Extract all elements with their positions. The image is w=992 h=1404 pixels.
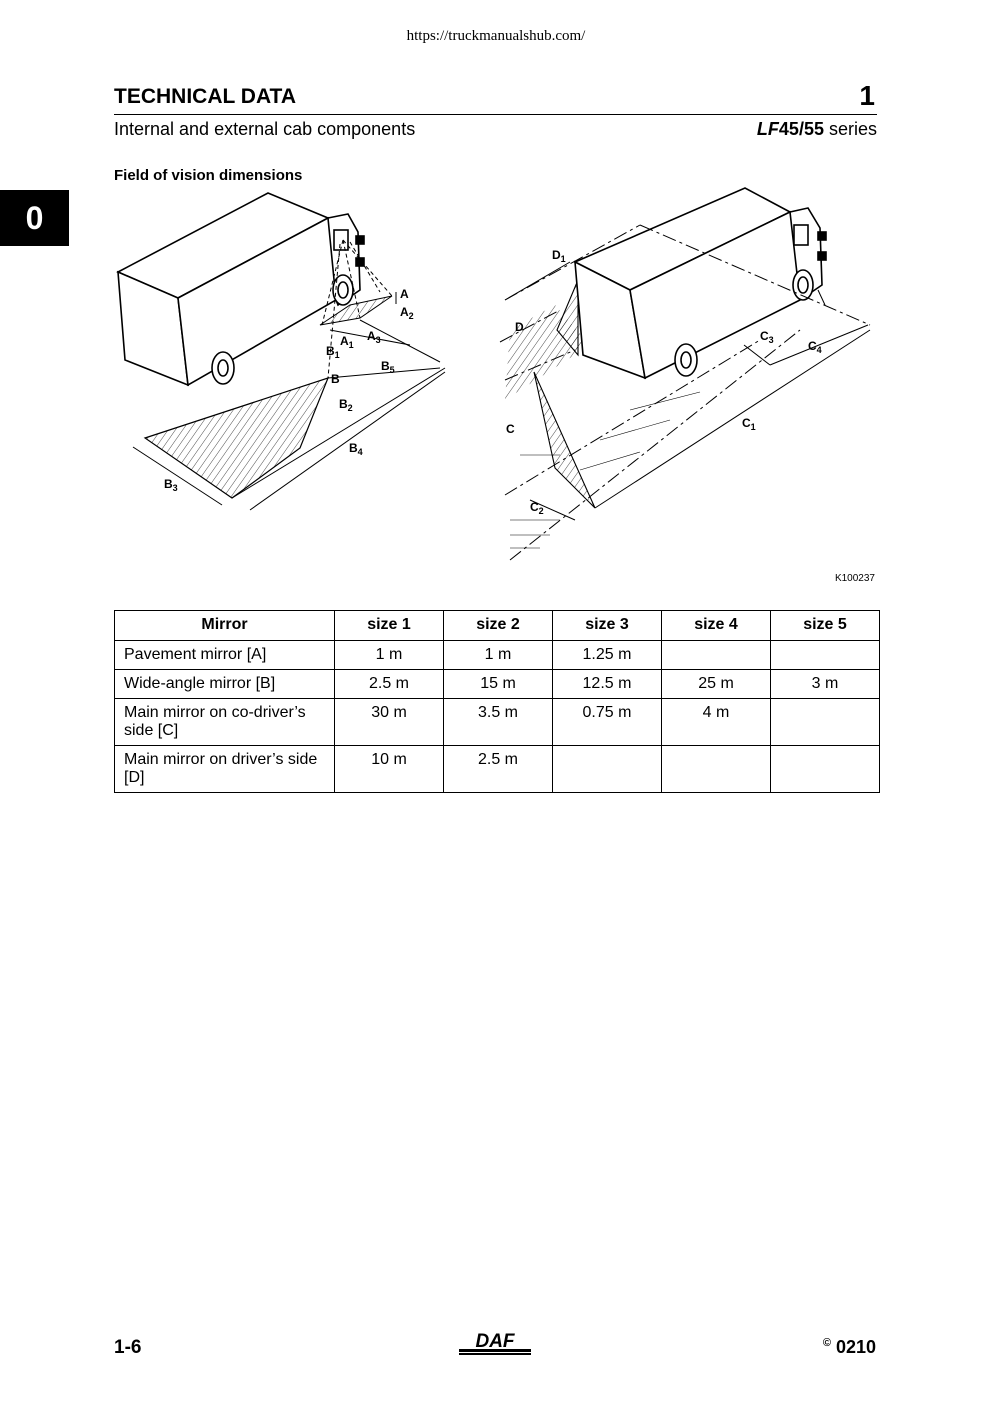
table-cell (771, 699, 880, 746)
table-cell (553, 746, 662, 793)
table-cell: 2.5 m (335, 670, 444, 699)
label-A1: $A_1$ (340, 334, 354, 350)
table-cell: 12.5 m (553, 670, 662, 699)
section-title: Field of vision dimensions (114, 167, 303, 184)
doc-code: 0210 (835, 1337, 876, 1357)
mirror-name: Main mirror on co-driver’s side [C] (115, 699, 335, 746)
label-B2: $B_2$ (339, 397, 353, 413)
series-word: series (828, 119, 877, 139)
table-cell (662, 641, 771, 670)
right-truck-drawing (500, 188, 870, 560)
table-cell (662, 746, 771, 793)
header-size-1: size 1 (335, 611, 444, 641)
table-header-row (115, 611, 880, 641)
label-B4: $B_4$ (349, 441, 363, 457)
table-cell: 3.5 m (444, 699, 553, 746)
table-cell: 15 m (444, 670, 553, 699)
header-size-2: size 2 (444, 611, 553, 641)
header-size-3: size 3 (553, 611, 662, 641)
header-rule (114, 114, 877, 115)
table-row (115, 746, 880, 793)
label-B1: $B_1$ (326, 344, 340, 360)
field-of-vision-diagram (100, 180, 890, 575)
chapter-number: 1 (859, 80, 875, 111)
series-model: LF (756, 119, 779, 139)
logo-text: DAF (475, 1332, 515, 1352)
label-D: D (515, 320, 524, 334)
left-truck-drawing (118, 193, 445, 510)
table-cell: 10 m (335, 746, 444, 793)
label-A: A (400, 287, 409, 301)
daf-logo (459, 1332, 531, 1356)
table-cell: 3 m (771, 670, 880, 699)
table-cell: 1.25 m (553, 641, 662, 670)
page-number: 1-6 (114, 1337, 142, 1358)
label-D1: $D_1$ (552, 248, 566, 264)
table-cell: 1 m (335, 641, 444, 670)
label-C2: $C_2$ (530, 500, 544, 516)
page-title: TECHNICAL DATA (114, 85, 296, 108)
chapter-side-tab: 0 (0, 190, 69, 246)
label-B5: $B_5$ (381, 359, 395, 375)
mirror-name: Pavement mirror [A] (115, 641, 335, 670)
header-mirror: Mirror (115, 611, 335, 641)
table-row (115, 699, 880, 746)
figure-code: K100237 (834, 573, 875, 584)
table-cell: 2.5 m (444, 746, 553, 793)
header-size-4: size 4 (662, 611, 771, 641)
header-size-5: size 5 (771, 611, 880, 641)
table-cell (771, 746, 880, 793)
label-B3: $B_3$ (164, 477, 178, 493)
series-label (757, 119, 877, 140)
table-cell: 0.75 m (553, 699, 662, 746)
label-C: C (506, 422, 515, 436)
copyright-symbol: © (822, 1337, 831, 1349)
table-cell: 4 m (662, 699, 771, 746)
table-cell (771, 641, 880, 670)
table-cell: 30 m (335, 699, 444, 746)
label-C3: $C_3$ (760, 329, 774, 345)
label-C4: $C_4$ (808, 339, 822, 355)
mirror-size-table (114, 610, 880, 793)
table-row (115, 641, 880, 670)
label-A3: $A_3$ (367, 329, 381, 345)
mirror-name: Main mirror on driver’s side [D] (115, 746, 335, 793)
label-A2: $A_2$ (400, 305, 414, 321)
copyright (823, 1337, 876, 1358)
series-numbers: 45/55 (778, 119, 824, 139)
source-url[interactable]: https://truckmanualshub.com/ (406, 28, 586, 44)
table-cell: 25 m (662, 670, 771, 699)
page-subtitle: Internal and external cab components (114, 119, 416, 139)
table-row (115, 670, 880, 699)
label-C1: $C_1$ (742, 416, 756, 432)
label-B: B (331, 372, 340, 386)
table-cell: 1 m (444, 641, 553, 670)
mirror-name: Wide-angle mirror [B] (115, 670, 335, 699)
